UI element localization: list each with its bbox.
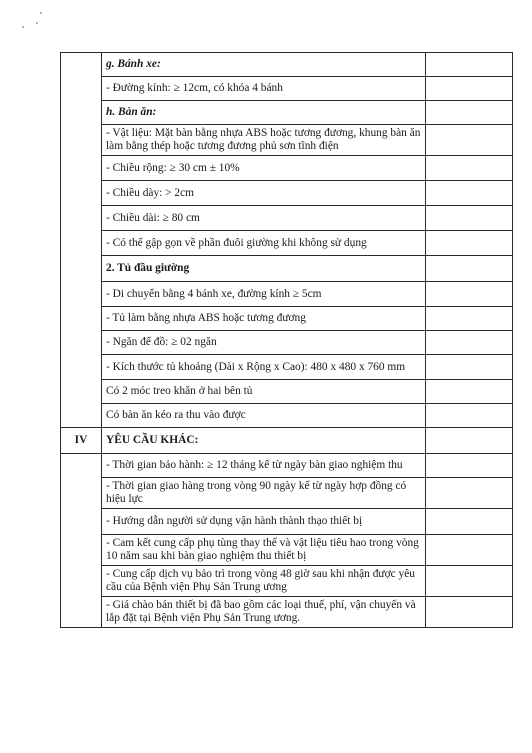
table-row (61, 101, 513, 125)
notes-cell (426, 428, 513, 454)
scan-speck (36, 22, 38, 24)
index-cell (61, 53, 102, 428)
notes-cell (426, 256, 513, 282)
notes-cell (426, 404, 513, 428)
notes-cell (426, 597, 513, 628)
notes-cell (426, 535, 513, 566)
spec-item: - Chiều rộng: ≥ 30 cm ± 10% (102, 156, 426, 181)
scan-specks (18, 8, 58, 38)
section-title: YÊU CẦU KHÁC: (102, 428, 426, 454)
spec-item: - Có thể gập gọn về phần đuôi giường khi không sử dụng (102, 231, 426, 256)
notes-cell (426, 206, 513, 231)
table-row (61, 380, 513, 404)
notes-cell (426, 156, 513, 181)
spec-item: - Chiều dài: ≥ 80 cm (102, 206, 426, 231)
notes-cell (426, 566, 513, 597)
notes-cell (426, 77, 513, 101)
notes-cell (426, 181, 513, 206)
table-row (61, 181, 513, 206)
notes-cell (426, 53, 513, 77)
table-row (61, 77, 513, 101)
spec-item: - Ngăn để đồ: ≥ 02 ngăn (102, 331, 426, 355)
requirement-item: - Cam kết cung cấp phụ tùng thay thế và vật liệu tiêu hao trong vòng 10 năm sau khi bàn giao nghiệm thu thiết bị (102, 535, 426, 566)
notes-cell (426, 478, 513, 509)
notes-cell (426, 125, 513, 156)
notes-cell (426, 355, 513, 380)
notes-cell (426, 282, 513, 307)
table-row (61, 156, 513, 181)
table-row (61, 355, 513, 380)
notes-cell (426, 509, 513, 535)
subheading-wheels: g. Bánh xe: (102, 53, 426, 77)
spec-item: - Di chuyển bằng 4 bánh xe, đường kính ≥ 5cm (102, 282, 426, 307)
heading-bedside-cabinet: 2. Tủ đầu giường (102, 256, 426, 282)
requirement-item: - Thời gian bảo hành: ≥ 12 tháng kể từ ngày bàn giao nghiệm thu (102, 454, 426, 478)
table-row (61, 597, 513, 628)
spec-item: - Chiều dày: > 2cm (102, 181, 426, 206)
table-row (61, 478, 513, 509)
scan-speck (40, 12, 42, 14)
spec-item: - Vật liệu: Mặt bàn bằng nhựa ABS hoặc tương đương, khung bàn ăn làm bằng thép hoặc tương đương phủ sơn tĩnh điện (102, 125, 426, 156)
notes-cell (426, 231, 513, 256)
requirement-item: - Thời gian giao hàng trong vòng 90 ngày kể từ ngày hợp đồng có hiệu lực (102, 478, 426, 509)
spec-item: Có bàn ăn kéo ra thu vào được (102, 404, 426, 428)
table-row (61, 282, 513, 307)
table-row (61, 566, 513, 597)
notes-cell (426, 331, 513, 355)
table-row (61, 454, 513, 478)
notes-cell (426, 454, 513, 478)
requirement-item: - Giá chào bán thiết bị đã bao gồm các loại thuế, phí, vận chuyển và lắp đặt tại Bệnh viện Phụ Sản Trung ương. (102, 597, 426, 628)
table-row (61, 206, 513, 231)
table-row (61, 509, 513, 535)
table-row (61, 307, 513, 331)
table-row (61, 256, 513, 282)
spec-item: - Tủ làm bằng nhựa ABS hoặc tương đương (102, 307, 426, 331)
table-row (61, 331, 513, 355)
spec-item: - Đường kính: ≥ 12cm, có khóa 4 bánh (102, 77, 426, 101)
index-cell (61, 454, 102, 628)
table-row (61, 404, 513, 428)
table-row (61, 125, 513, 156)
table-row (61, 428, 513, 454)
notes-cell (426, 101, 513, 125)
notes-cell (426, 380, 513, 404)
notes-cell (426, 307, 513, 331)
scan-speck (22, 26, 24, 28)
specification-table (60, 52, 513, 628)
section-number: IV (61, 428, 102, 454)
spec-item: Có 2 móc treo khăn ở hai bên tủ (102, 380, 426, 404)
spec-item: - Kích thước tủ khoảng (Dài x Rộng x Cao): 480 x 480 x 760 mm (102, 355, 426, 380)
requirement-item: - Cung cấp dịch vụ bảo trì trong vòng 48 giờ sau khi nhận được yêu cầu của Bệnh viện Phụ Sản Trung ương (102, 566, 426, 597)
table-row (61, 231, 513, 256)
table-row (61, 535, 513, 566)
requirement-item: - Hướng dẫn người sử dụng vận hành thành thạo thiết bị (102, 509, 426, 535)
table-row (61, 53, 513, 77)
subheading-table: h. Bàn ăn: (102, 101, 426, 125)
